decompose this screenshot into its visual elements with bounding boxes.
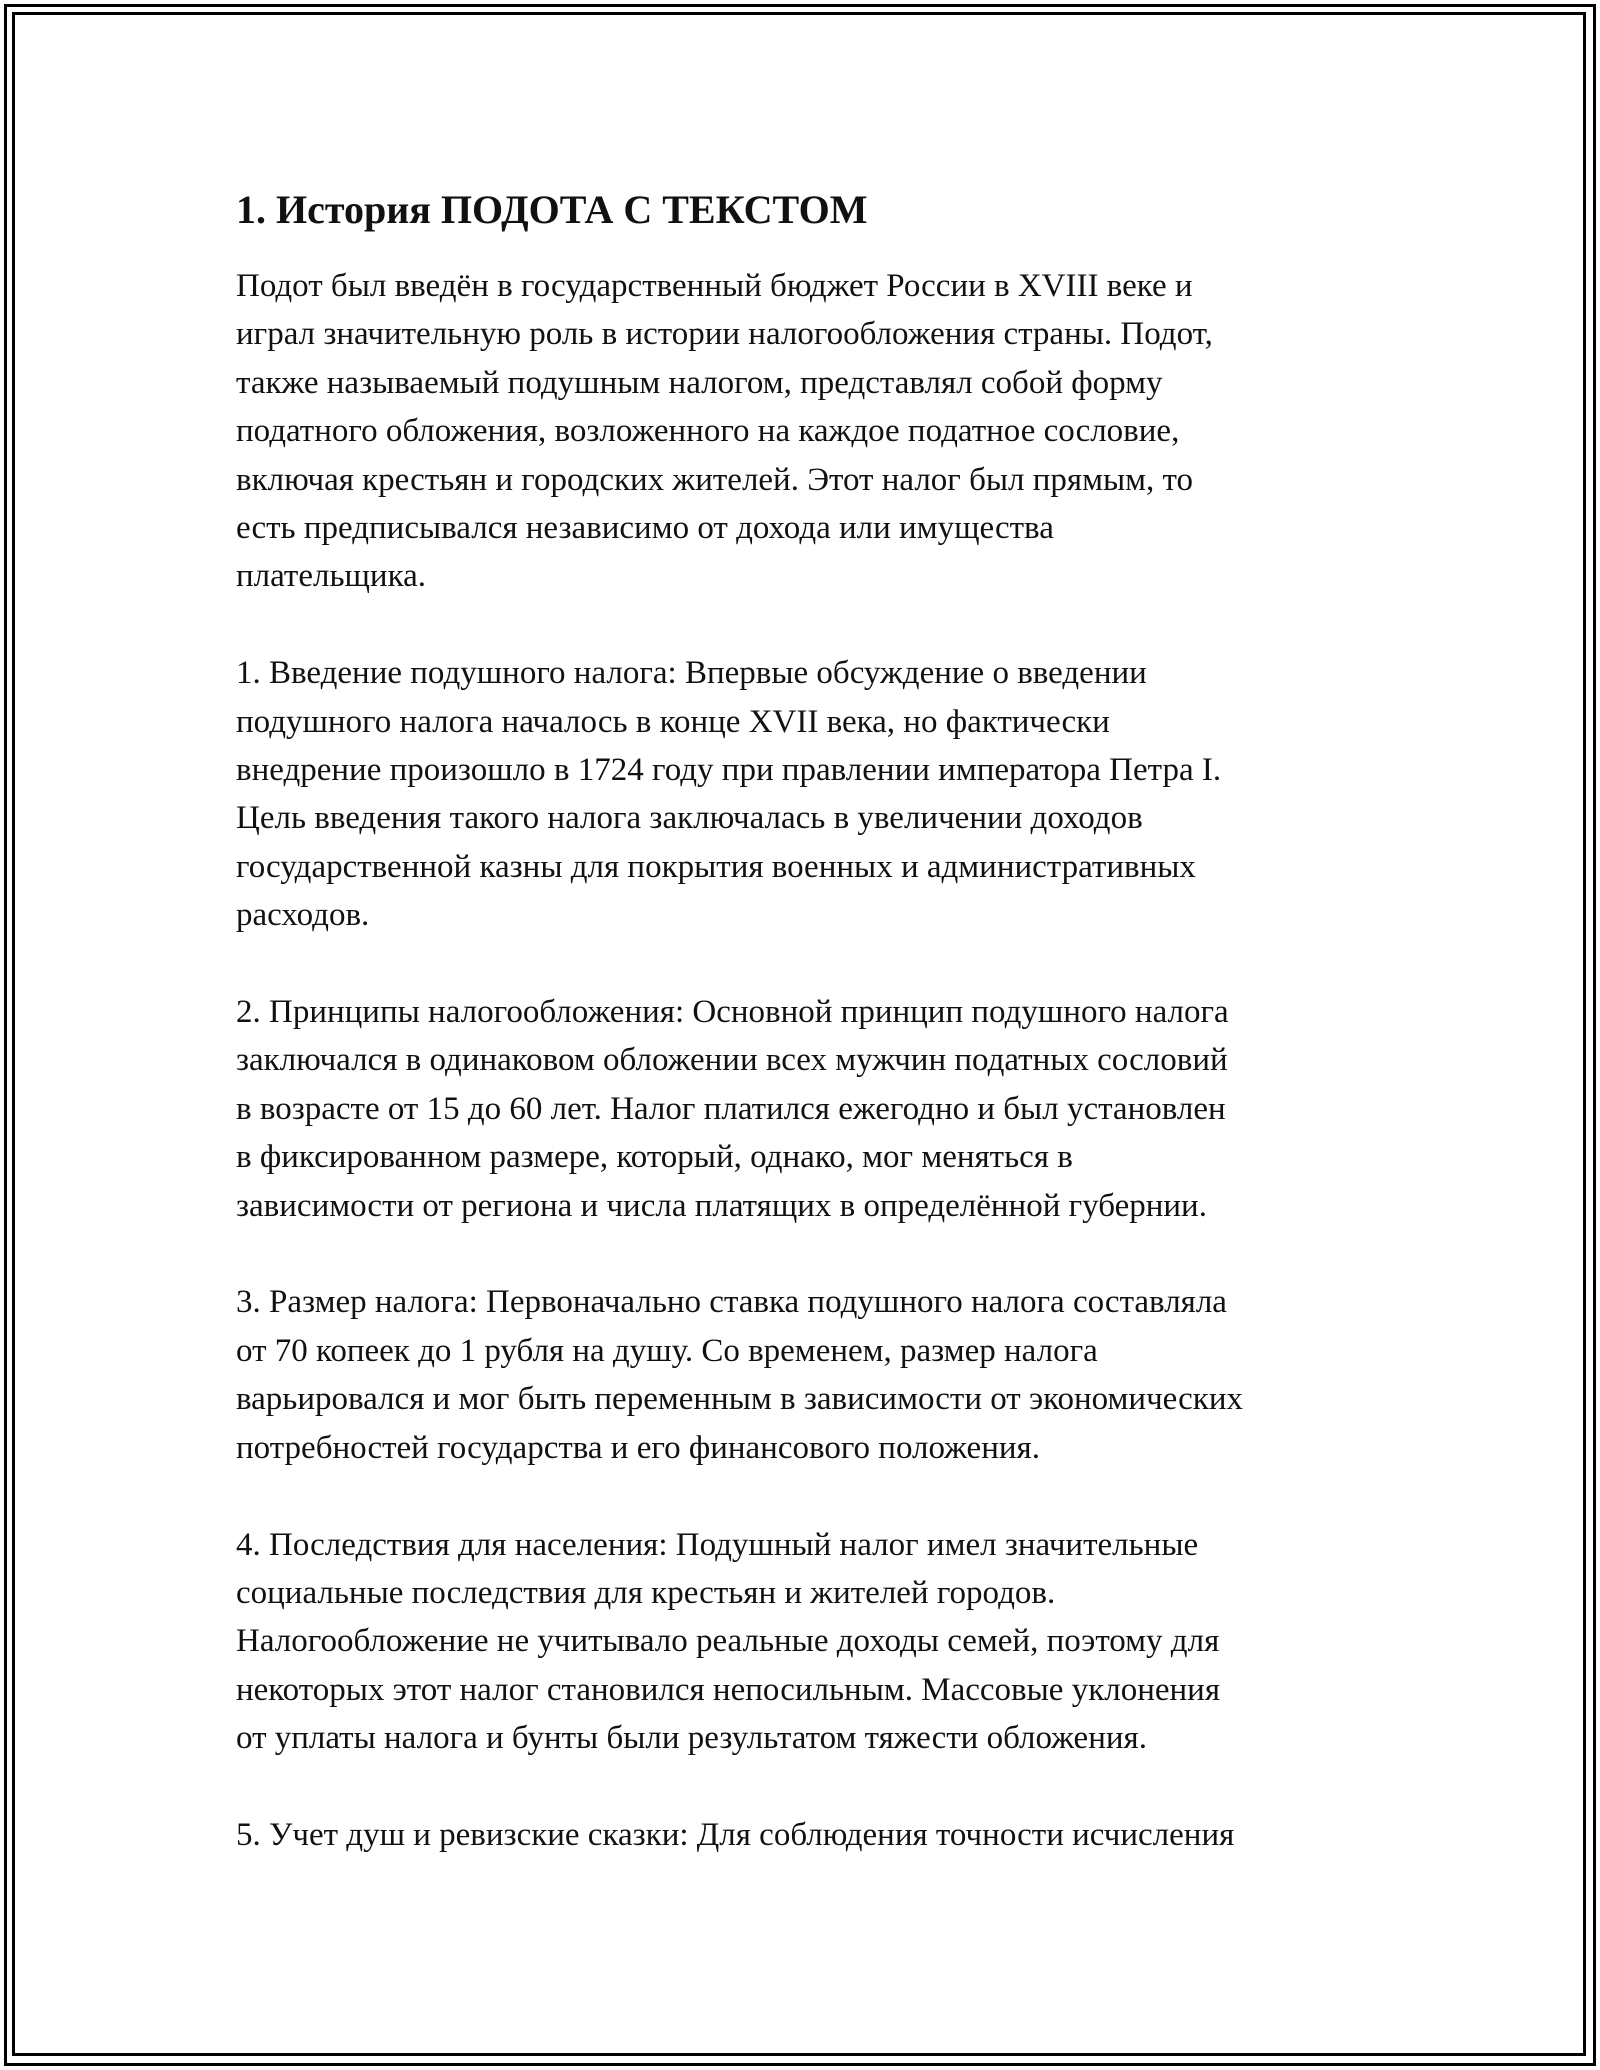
section-1-paragraph [236,649,1376,939]
text-line: 4. Последствия для населения: Подушный налог имел значительные [236,1526,1199,1563]
intro-paragraph [236,262,1376,601]
text-line: от 70 копеек до 1 рубля на душу. Со временем, размер налога [236,1332,1098,1369]
document-page [236,186,1376,1908]
text-line: заключался в одинаковом обложении всех мужчин податных сословий [236,1042,1228,1079]
text-line: расходов. [236,897,370,934]
text-line: внедрение произошло в 1724 году при правлении императора Петра I. [236,752,1222,789]
text-line: есть предписывался независимо от дохода или имущества [236,510,1054,547]
text-line: Налогообложение не учитывало реальные доходы семей, поэтому для [236,1623,1220,1660]
text-line: податного обложения, возложенного на каждое податное сословие, [236,413,1180,450]
section-2-paragraph [236,988,1376,1230]
text-line: варьировался и мог быть переменным в зависимости от экономических [236,1381,1243,1418]
text-line: в возрасте от 15 до 60 лет. Налог платился ежегодно и был установлен [236,1090,1226,1127]
text-line: от уплаты налога и бунты были результатом тяжести обложения. [236,1720,1147,1757]
document-title: 1. История ПОДОТА С ТЕКСТОМ [236,187,868,232]
text-line: 5. Учет душ и ревизские сказки: Для соблюдения точности исчисления [236,1816,1235,1853]
text-line: подушного налога началось в конце XVII века, но фактически [236,703,1110,740]
text-line: некоторых этот налог становился непосильным. Массовые уклонения [236,1671,1221,1708]
text-line: 3. Размер налога: Первоначально ставка подушного налога составляла [236,1284,1227,1321]
text-line: в фиксированном размере, который, однако, мог меняться в [236,1139,1073,1176]
text-line: государственной казны для покрытия военных и административных [236,848,1196,885]
text-line: потребностей государства и его финансового положения. [236,1429,1040,1466]
section-3-paragraph [236,1278,1376,1472]
text-line: плательщика. [236,558,427,595]
text-line: зависимости от региона и числа платящих в определённой губернии. [236,1187,1207,1224]
text-line: также называемый подушным налогом, представлял собой форму [236,364,1163,401]
text-line: Подот был введён в государственный бюджет России в XVIII веке и [236,268,1193,304]
section-5-paragraph [236,1811,1376,1859]
section-4-paragraph [236,1521,1376,1763]
text-line: включая крестьян и городских жителей. Этот налог был прямым, то [236,461,1194,498]
text-line: 2. Принципы налогообложения: Основной принцип подушного налога [236,994,1229,1031]
text-line: социальные последствия для крестьян и жителей городов. [236,1574,1056,1611]
text-line: Цель введения такого налога заключалась в увеличении доходов [236,800,1143,837]
text-line: играл значительную роль в истории налогообложения страны. Подот, [236,316,1213,353]
text-line: 1. Введение подушного налога: Впервые обсуждение о введении [236,655,1147,692]
